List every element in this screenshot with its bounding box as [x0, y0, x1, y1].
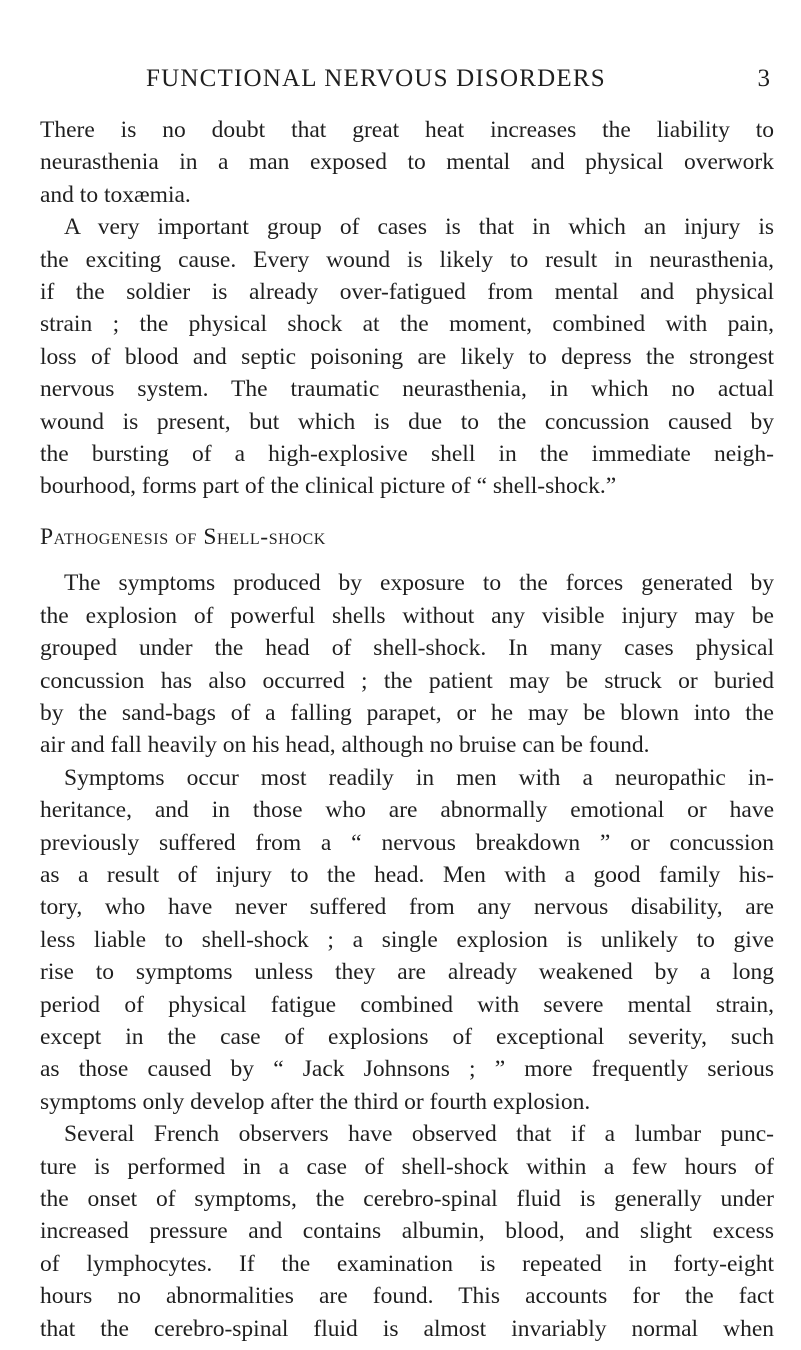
text-line: period of physical fatigue combined with severe mental strain,: [40, 991, 774, 1018]
text-line: of lymphocytes. If the examination is repeated in forty-eight: [40, 1250, 774, 1277]
text-line: A very important group of cases is that in which an injury is: [64, 214, 774, 241]
text-line: the onset of symptoms, the cerebro-spinal fluid is generally under: [40, 1186, 774, 1212]
text-line: Several French observers have observed that if a lumbar punc-: [64, 1121, 774, 1148]
text-line: previously suffered from a “ nervous breakdown ” or concussion: [40, 829, 774, 856]
text-line: hours no abnormalities are found. This accounts for the fact: [40, 1283, 774, 1310]
text-line: as a result of injury to the head. Men with a good family his-: [40, 861, 774, 888]
text-line: tory, who have never suffered from any nervous disability, are: [40, 894, 774, 921]
text-line: increased pressure and contains albumin, blood, and slight excess: [40, 1218, 774, 1245]
text-line: grouped under the head of shell-shock. In many cases physical: [40, 635, 774, 662]
text-line: The symptoms produced by exposure to the forces generated by: [64, 570, 774, 597]
page-number: 3: [757, 65, 770, 92]
paragraph-1: [40, 114, 774, 211]
text-line: the exciting cause. Every wound is likely to result in neurasthenia,: [40, 246, 774, 273]
text-line: There is no doubt that great heat increases the liability to: [40, 117, 774, 143]
running-title: FUNCTIONAL NERVOUS DISORDERS: [146, 65, 606, 92]
text-line: bourhood, forms part of the clinical picture of “ shell-shock.”: [40, 473, 617, 500]
paragraph-4: [40, 762, 774, 1118]
text-line: as those caused by “ Jack Johnsons ; ” more frequently serious: [40, 1056, 774, 1083]
text-line: symptoms only develop after the third or fourth explosion.: [40, 1088, 591, 1115]
page-header: [40, 64, 774, 104]
text-line: concussion has also occurred ; the patient may be struck or buried: [40, 667, 774, 694]
text-line: nervous system. The traumatic neurasthenia, in which no actual: [40, 376, 774, 403]
section-heading: Pathogenesis of Shell-shock: [40, 523, 326, 550]
text-line: heritance, and in those who are abnormally emotional or have: [40, 797, 774, 824]
paragraph-3: [40, 567, 774, 761]
text-line: if the soldier is already over-fatigued from mental and physical: [40, 279, 774, 306]
body-text: [40, 114, 774, 1345]
text-line: strain ; the physical shock at the moment, combined with pain,: [40, 311, 774, 338]
text-line: neurasthenia in a man exposed to mental and physical overwork: [40, 149, 774, 176]
paragraph-5: [40, 1118, 774, 1345]
text-line: the explosion of powerful shells without any visible injury may be: [40, 602, 774, 629]
paragraph-2: [40, 211, 774, 503]
text-line: Symptoms occur most readily in men with a neuropathic in-: [64, 764, 774, 791]
text-line: by the sand-bags of a falling parapet, or he may be blown into the: [40, 699, 774, 726]
text-line: ture is performed in a case of shell-shock within a few hours of: [40, 1153, 774, 1180]
text-line: rise to symptoms unless they are already weakened by a long: [40, 959, 774, 986]
text-line: wound is present, but which is due to the concussion caused by: [40, 408, 774, 435]
text-line: that the cerebro-spinal fluid is almost invariably normal when: [40, 1315, 774, 1342]
text-line: air and fall heavily on his head, although no bruise can be found.: [40, 732, 650, 759]
text-line: the bursting of a high-explosive shell in the immediate neigh-: [40, 441, 774, 468]
text-line: except in the case of explosions of exceptional severity, such: [40, 1023, 774, 1050]
text-line: loss of blood and septic poisoning are likely to depress the strongest: [40, 343, 774, 370]
text-line: and to toxæmia.: [40, 181, 191, 208]
text-line: less liable to shell-shock ; a single explosion is unlikely to give: [40, 926, 774, 953]
